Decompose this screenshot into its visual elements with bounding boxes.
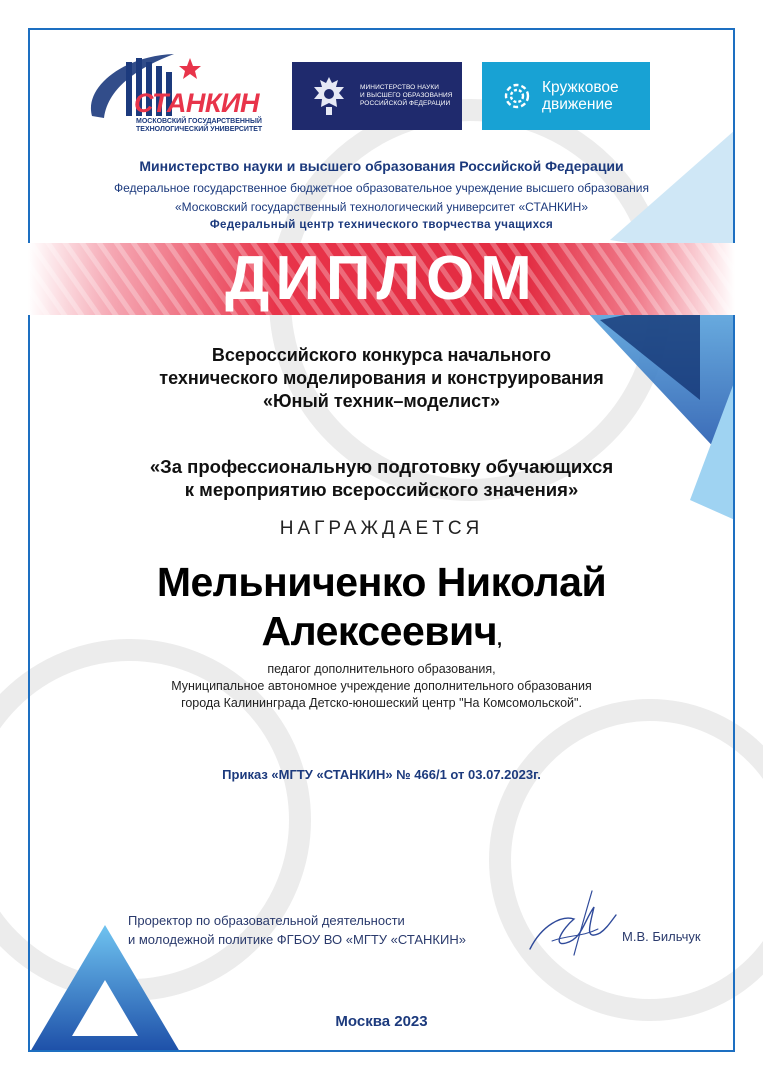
eagle-emblem-icon	[304, 71, 354, 121]
header-institution-type: Федеральное государственное бюджетное образовательное учреждение высшего образования	[113, 181, 650, 195]
ministry-logo-line1: МИНИСТЕРСТВО НАУКИ	[360, 84, 440, 91]
nomination-line-2: к мероприятию всероссийского значения»	[184, 479, 579, 500]
krug-logo-line2: движение	[542, 96, 613, 113]
recipient-name	[0, 558, 763, 664]
stankin-logo-name: СТАНКИН	[134, 88, 259, 118]
header-center: Федеральный центр технического творчества учащихся	[209, 219, 554, 231]
recipient-name-line-2-wrap	[0, 607, 763, 664]
handwritten-signature	[522, 885, 622, 965]
signatory-title-line-1: Проректор по образовательной деятельности	[128, 913, 405, 928]
stankin-logo	[82, 48, 268, 148]
header-university: «Московский государственный технологический университет «СТАНКИН»	[174, 200, 589, 214]
signatory-title-line-2: и молодежной политике ФГБОУ ВО «МГТУ «СТАНКИН»	[128, 932, 466, 947]
city-year: Москва 2023	[335, 1013, 428, 1030]
recipient-name-comma: ,	[497, 629, 502, 649]
recipient-name-line-2: Алексеевич	[261, 608, 497, 654]
nomination-line-1: «За профессиональную подготовку обучающихся	[149, 456, 614, 477]
contest-line-3: «Юный техник–моделист»	[262, 391, 501, 411]
contest-line-1: Всероссийского конкурса начального	[211, 345, 552, 365]
diploma-title: ДИПЛОМ	[225, 244, 538, 313]
position-line-2: Муниципальное автономное учреждение дополнительного образования	[171, 679, 592, 693]
nomination	[0, 455, 763, 501]
position-line-1: педагог дополнительного образования,	[267, 662, 496, 676]
contest-name	[0, 344, 763, 413]
contest-line-2: технического моделирования и конструирования	[159, 368, 604, 388]
stankin-logo-subtitle-2: ТЕХНОЛОГИЧЕСКИЙ УНИВЕРСИТЕТ	[136, 126, 263, 133]
signatory-name: М.В. Бильчук	[622, 929, 701, 944]
ministry-logo-line3: РОССИЙСКОЙ ФЕДЕРАЦИИ	[360, 100, 451, 107]
recipient-name-line-1: Мельниченко Николай	[156, 559, 607, 605]
krug-logo-line1: Кружковое	[542, 79, 619, 96]
header-ministry: Министерство науки и высшего образования Российской Федерации	[139, 158, 624, 174]
order-reference: Приказ «МГТУ «СТАНКИН» № 466/1 от 03.07.2023г.	[222, 767, 541, 782]
ministry-logo-line2: И ВЫСШЕГО ОБРАЗОВАНИЯ	[360, 92, 453, 99]
ring-icon	[500, 79, 534, 113]
stankin-logo-subtitle-1: МОСКОВСКИЙ ГОСУДАРСТВЕННЫЙ	[136, 118, 262, 125]
signatory-title	[128, 911, 466, 949]
recipient-position	[0, 661, 763, 712]
awarded-label: НАГРАЖДАЕТСЯ	[279, 518, 484, 539]
krug-movement-logo	[482, 62, 650, 130]
ministry-logo	[292, 62, 462, 130]
position-line-3: города Калининграда Детско-юношеский центр "На Комсомольской".	[181, 696, 582, 710]
